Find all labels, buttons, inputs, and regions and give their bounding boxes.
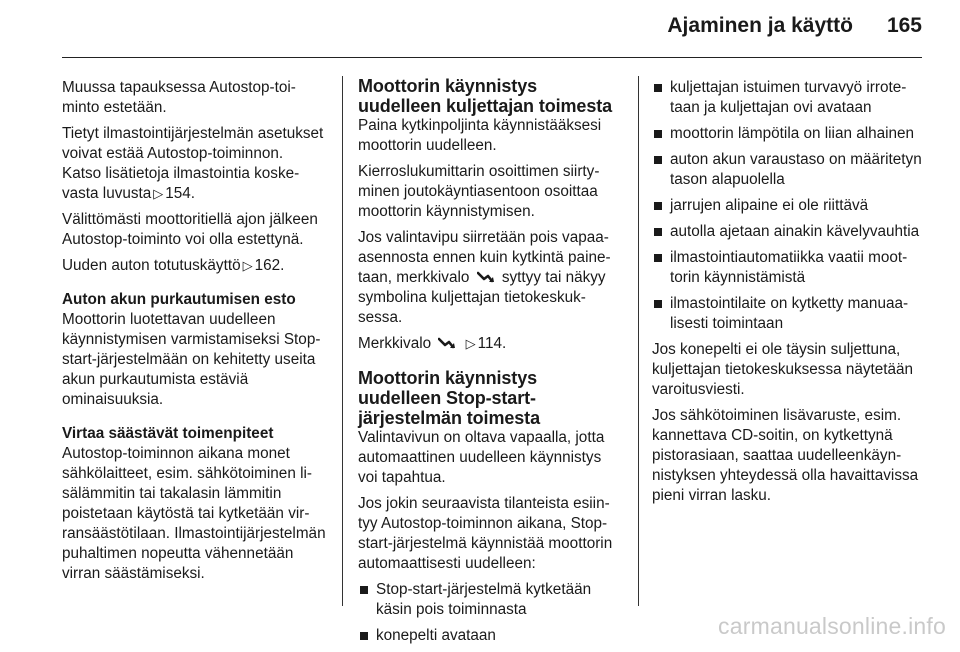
bullet-square-icon — [360, 586, 368, 594]
autostop-indicator-icon — [477, 270, 495, 284]
section-heading: Moottorin käynnistys uudelleen Stop-start-järjestelmän toimesta — [358, 368, 540, 428]
paragraph — [358, 228, 622, 328]
paragraph-text: Tietyt ilmastointijärjestelmän asetukset voivat estää Autostop-toiminnon. Katso lisätietoja ilmastointia koskevasta luvusta — [62, 125, 324, 202]
list-item — [652, 124, 922, 144]
column-2 — [358, 76, 622, 652]
subheading: Auton akun purkautumisen esto — [62, 291, 296, 308]
paragraph-text: Merkkivalo — [358, 335, 432, 352]
triangle-right-icon: ▷ — [242, 258, 253, 273]
bullet-square-icon — [654, 300, 662, 308]
column-3 — [652, 78, 922, 512]
bullet-square-icon — [654, 84, 662, 92]
page-number: 165 — [886, 14, 922, 37]
autostop-indicator-icon — [438, 336, 456, 350]
page-reference: 114. — [477, 335, 507, 352]
paragraph: Muussa tapauksessa Autostop-toiminto estetään. — [62, 79, 296, 116]
header-rule — [62, 57, 922, 58]
paragraph: Kierroslukumittarin osoittimen siirtyminen joutokäyntiasentoon osoittaa moottorin käynnistymisen. — [358, 163, 600, 220]
paragraph-text: Jos valintavipu siirretään pois vapaaasennosta ennen kuin kytkintä painetaan, merkkivalo — [358, 229, 611, 286]
list-item — [652, 196, 922, 216]
paragraph — [358, 334, 622, 354]
triangle-right-icon: ▷ — [465, 336, 476, 351]
page-reference: 154. — [165, 185, 196, 202]
bullet-square-icon — [654, 202, 662, 210]
list-item — [652, 150, 922, 190]
paragraph: Jos jokin seuraavista tilanteista esiintyy Autostop-toiminnon aikana, Stop-start-järjestelmä käynnistää moottorin automaattisesti uudelleen: — [358, 495, 613, 572]
page-reference: 162. — [254, 257, 285, 274]
paragraph: Jos sähkötoiminen lisävaruste, esim. kannettava CD-soitin, on kytkettynä pistorasiaan, saattaa uudelleenkäynnistyksen yhteydessä olla havaittavissa pieni virran lasku. — [652, 407, 919, 504]
section-heading: Moottorin käynnistys uudelleen kuljettajan toimesta — [358, 76, 613, 116]
bullet-square-icon — [654, 130, 662, 138]
paragraph: Valintavivun on oltava vapaalla, jotta automaattinen uudelleen käynnistys voi tapahtua. — [358, 429, 605, 486]
bullet-square-icon — [360, 632, 368, 640]
bullet-square-icon — [654, 228, 662, 236]
page-header — [667, 14, 922, 38]
bullet-list — [358, 580, 622, 646]
column-1 — [62, 78, 326, 590]
paragraph: Autostop-toiminnon aikana monet sähkölaitteet, esim. sähkötoiminen lisälämmitin tai takalasin lämmitin poistetaan käytöstä tai kytketään virransäästötilaan. Ilmastointijärjestelmän puhaltimen nopeutta vähennetään virran säästämiseksi. — [62, 445, 326, 582]
list-item — [652, 294, 922, 334]
column-divider-2 — [638, 76, 639, 606]
paragraph: Moottorin luotettavan uudelleen käynnistymisen varmistamiseksi Stop-start-järjestelmään on kehitetty useita akun purkautumista estäviä ominaisuuksia. — [62, 311, 321, 408]
paragraph: Jos konepelti ei ole täysin suljettuna, kuljettajan tietokeskuksessa näytetään varoitusviesti. — [652, 341, 914, 398]
paragraph-text: Uuden auton totutuskäyttö — [62, 257, 241, 274]
paragraph-text: syttyy tai näkyy symbolina kuljettajan tietokeskuksessa. — [358, 269, 606, 326]
triangle-right-icon: ▷ — [153, 186, 164, 201]
list-item-text: ilmastointilaite on kytketty manuaalisesti toimintaan — [670, 295, 909, 332]
bullet-square-icon — [654, 156, 662, 164]
bullet-square-icon — [654, 254, 662, 262]
list-item-text: moottorin lämpötila on liian alhainen — [670, 125, 915, 142]
paragraph — [62, 256, 326, 276]
list-item-text: kuljettajan istuimen turvavyö irrotetaan ja kuljettajan ovi avataan — [670, 79, 907, 116]
paragraph — [62, 124, 326, 204]
list-item — [652, 222, 922, 242]
list-item-text: Stop-start-järjestelmä kytketään käsin pois toiminnasta — [376, 581, 592, 618]
paragraph: Paina kytkinpoljinta käynnistääksesi moottorin uudelleen. — [358, 117, 602, 154]
watermark: carmanualsonline.info — [718, 613, 946, 639]
column-divider-1 — [342, 76, 343, 606]
list-item-text: ilmastointiautomatiikka vaatii moottorin käynnistämistä — [670, 249, 908, 286]
list-item — [358, 580, 622, 620]
list-item-text: jarrujen alipaine ei ole riittävä — [670, 197, 869, 214]
list-item — [358, 626, 622, 646]
subheading: Virtaa säästävät toimenpiteet — [62, 425, 274, 442]
bullet-list — [652, 78, 922, 334]
page-title: Ajaminen ja käyttö — [667, 14, 853, 37]
list-item — [652, 248, 922, 288]
list-item-text: autolla ajetaan ainakin kävelyvauhtia — [670, 223, 920, 240]
list-item — [652, 78, 922, 118]
list-item-text: auton akun varaustaso on määritetyn tason alapuolella — [670, 151, 922, 188]
list-item-text: konepelti avataan — [376, 627, 496, 644]
paragraph: Välittömästi moottoritiellä ajon jälkeen Autostop-toiminto voi olla estettynä. — [62, 211, 318, 248]
